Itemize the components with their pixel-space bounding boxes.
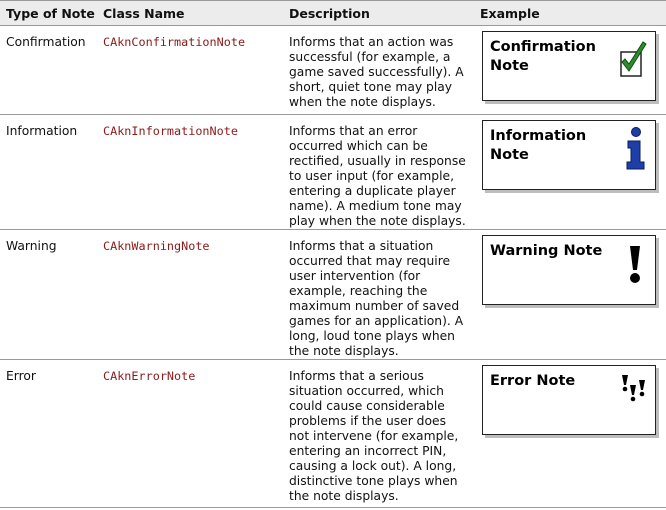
checkmark-icon (619, 38, 649, 84)
table-row (0, 230, 666, 360)
class-name: CAknWarningNote (97, 230, 283, 360)
header-type: Type of Note (0, 1, 97, 26)
note-description: Informs that an action was successful (for example, a game saved successfully). A short, quiet tone may play when the note displays. (283, 26, 474, 115)
table-header-row (0, 1, 666, 26)
error-exclamations-icon (619, 372, 649, 418)
note-type: Warning (0, 230, 97, 360)
note-type: Confirmation (0, 26, 97, 115)
example-note (482, 31, 656, 101)
exclamation-icon (619, 242, 649, 288)
header-class: Class Name (97, 1, 283, 26)
table-row (0, 360, 666, 508)
example-note (482, 235, 656, 305)
example-note-title: Confirmation Note (490, 39, 596, 74)
table-row (0, 26, 666, 115)
example-note (482, 120, 656, 190)
table-row (0, 115, 666, 230)
info-icon (619, 127, 649, 173)
note-type: Error (0, 360, 97, 508)
class-name: CAknConfirmationNote (97, 26, 283, 115)
note-type: Information (0, 115, 97, 230)
example-note-title: Error Note (490, 373, 576, 389)
example-note-title: Warning Note (490, 243, 603, 259)
note-description: Informs that a serious situation occurred, which could cause considerable problems if the user does not intervene (for example, entering an incorrect PIN, causing a lock out). A long, distinctive tone plays when the note displays. (283, 360, 474, 508)
class-name: CAknInformationNote (97, 115, 283, 230)
header-example: Example (474, 1, 666, 26)
header-description: Description (283, 1, 474, 26)
note-description: Informs that an error occurred which can be rectified, usually in response to user input (for example, entering a duplicate player name). A medium tone may play when the note displays. (283, 115, 474, 230)
class-name: CAknErrorNote (97, 360, 283, 508)
example-note (482, 365, 656, 435)
example-note-title: Information Note (490, 128, 587, 163)
note-description: Informs that a situation occurred that may require user intervention (for example, reaching the maximum number of saved games for an application). A long, loud tone plays when the note displays. (283, 230, 474, 360)
